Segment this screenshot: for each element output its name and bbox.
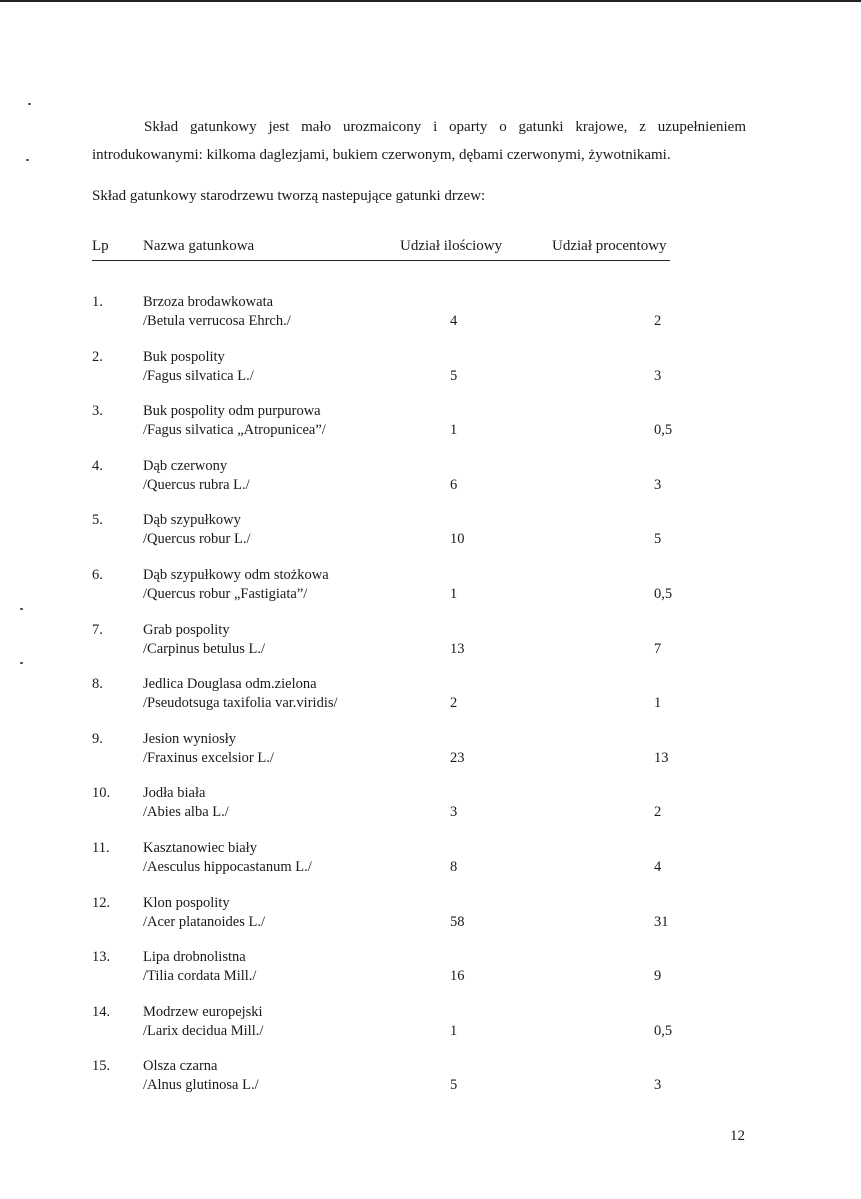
row-percent: 2 bbox=[654, 313, 662, 329]
intro-paragraph: Skład gatunkowy jest mało urozmaicony i oparty o gatunki krajowe, z uzupełnieniem introdukowanymi: kilkoma daglezjami, bukiem czerwonym, dębami czerwonymi, żywotnikami. bbox=[92, 119, 746, 163]
row-percent: 5 bbox=[654, 531, 662, 548]
table-row bbox=[0, 567, 861, 622]
table-row bbox=[0, 458, 861, 513]
row-name-pl: Dąb czerwony bbox=[143, 457, 228, 474]
header-name: Nazwa gatunkowa bbox=[143, 238, 255, 254]
scan-speck bbox=[26, 159, 29, 161]
row-name-pl: Klon pospolity bbox=[143, 894, 230, 911]
row-lp: 7. bbox=[92, 621, 103, 638]
row-percent: 1 bbox=[654, 695, 662, 712]
row-name-lat: /Carpinus betulus L./ bbox=[143, 640, 266, 657]
table-row bbox=[0, 512, 861, 567]
row-name-pl: Dąb szypułkowy odm stożkowa bbox=[143, 566, 329, 583]
scan-speck bbox=[28, 103, 31, 105]
row-percent: 0,5 bbox=[654, 1022, 673, 1039]
page-number: 12 bbox=[730, 1128, 745, 1144]
row-name-pl: Brzoza brodawkowata bbox=[143, 294, 274, 310]
row-name-pl: Lipa drobnolistna bbox=[143, 949, 246, 966]
row-name-pl: Buk pospolity odm purpurowa bbox=[143, 403, 321, 420]
table-row bbox=[0, 622, 861, 677]
row-name-lat: /Abies alba L./ bbox=[143, 804, 229, 821]
row-quantity: 10 bbox=[450, 531, 465, 548]
table-header bbox=[92, 236, 670, 261]
row-name-lat: /Fraxinus excelsior L./ bbox=[143, 749, 274, 766]
table-row bbox=[0, 1004, 861, 1059]
row-lp: 4. bbox=[92, 457, 103, 474]
row-percent: 4 bbox=[654, 858, 662, 875]
row-lp: 13. bbox=[92, 949, 111, 966]
header-lp: Lp bbox=[92, 238, 109, 254]
table-row bbox=[0, 294, 861, 349]
table-row bbox=[0, 349, 861, 404]
row-name-pl: Olsza czarna bbox=[143, 1058, 218, 1075]
row-quantity: 3 bbox=[450, 804, 458, 821]
row-quantity: 13 bbox=[450, 640, 465, 657]
row-quantity: 1 bbox=[450, 422, 458, 439]
row-name-pl: Dąb szypułkowy bbox=[143, 512, 241, 529]
row-percent: 9 bbox=[654, 968, 662, 985]
row-lp: 11. bbox=[92, 839, 110, 856]
row-percent: 31 bbox=[654, 913, 669, 930]
row-percent: 3 bbox=[654, 476, 662, 493]
row-percent: 0,5 bbox=[654, 585, 673, 602]
table-intro: Skład gatunkowy starodrzewu tworzą nastepujące gatunki drzew: bbox=[92, 188, 486, 204]
table-row bbox=[0, 785, 861, 840]
row-lp: 5. bbox=[92, 512, 103, 529]
row-lp: 8. bbox=[92, 676, 103, 693]
row-name-lat: /Acer platanoides L./ bbox=[143, 913, 265, 930]
table-row bbox=[0, 403, 861, 458]
row-name-lat: /Pseudotsuga taxifolia var.viridis/ bbox=[143, 695, 338, 712]
row-quantity: 2 bbox=[450, 695, 458, 712]
row-name-lat: /Larix decidua Mill./ bbox=[143, 1022, 264, 1039]
row-quantity: 4 bbox=[450, 313, 458, 329]
row-lp: 9. bbox=[92, 730, 103, 747]
table-row bbox=[0, 895, 861, 950]
row-lp: 14. bbox=[92, 1003, 111, 1020]
row-percent: 7 bbox=[654, 640, 662, 657]
row-quantity: 58 bbox=[450, 913, 465, 930]
row-name-lat: /Quercus robur „Fastigiata”/ bbox=[143, 585, 308, 602]
species-table bbox=[0, 294, 861, 1113]
row-name-lat: /Quercus robur L./ bbox=[143, 531, 251, 548]
row-quantity: 1 bbox=[450, 1022, 458, 1039]
row-lp: 12. bbox=[92, 894, 111, 911]
row-quantity: 5 bbox=[450, 367, 458, 384]
row-quantity: 6 bbox=[450, 476, 458, 493]
row-name-lat: /Fagus silvatica „Atropunicea”/ bbox=[143, 422, 326, 439]
row-percent: 3 bbox=[654, 367, 662, 384]
row-name-pl: Grab pospolity bbox=[143, 621, 230, 638]
row-lp: 2. bbox=[92, 348, 103, 365]
row-name-lat: /Betula verrucosa Ehrch./ bbox=[143, 313, 291, 329]
row-quantity: 23 bbox=[450, 749, 465, 766]
row-quantity: 5 bbox=[450, 1077, 458, 1094]
row-name-pl: Modrzew europejski bbox=[143, 1003, 263, 1020]
row-name-lat: /Alnus glutinosa L./ bbox=[143, 1077, 259, 1094]
row-name-lat: /Fagus silvatica L./ bbox=[143, 367, 254, 384]
table-row bbox=[0, 949, 861, 1004]
header-percent: Udział procentowy bbox=[552, 238, 667, 254]
row-name-pl: Kasztanowiec biały bbox=[143, 839, 257, 856]
row-percent: 0,5 bbox=[654, 422, 673, 439]
row-lp: 3. bbox=[92, 403, 103, 420]
row-name-lat: /Quercus rubra L./ bbox=[143, 476, 250, 493]
row-percent: 3 bbox=[654, 1077, 662, 1094]
row-lp: 1. bbox=[92, 294, 103, 310]
row-lp: 10. bbox=[92, 785, 111, 802]
row-lp: 15. bbox=[92, 1058, 111, 1075]
row-name-lat: /Aesculus hippocastanum L./ bbox=[143, 858, 312, 875]
header-quantity: Udział ilościowy bbox=[400, 238, 503, 254]
row-quantity: 1 bbox=[450, 585, 458, 602]
row-percent: 2 bbox=[654, 804, 662, 821]
row-name-lat: /Tilia cordata Mill./ bbox=[143, 968, 257, 985]
row-quantity: 16 bbox=[450, 968, 465, 985]
row-percent: 13 bbox=[654, 749, 669, 766]
row-name-pl: Jodła biała bbox=[143, 785, 206, 802]
row-name-pl: Jesion wyniosły bbox=[143, 730, 237, 747]
row-quantity: 8 bbox=[450, 858, 458, 875]
row-lp: 6. bbox=[92, 566, 103, 583]
table-row bbox=[0, 1058, 861, 1113]
row-name-pl: Jedlica Douglasa odm.zielona bbox=[143, 676, 317, 693]
table-row bbox=[0, 676, 861, 731]
table-row bbox=[0, 840, 861, 895]
table-row bbox=[0, 731, 861, 786]
row-name-pl: Buk pospolity bbox=[143, 348, 225, 365]
